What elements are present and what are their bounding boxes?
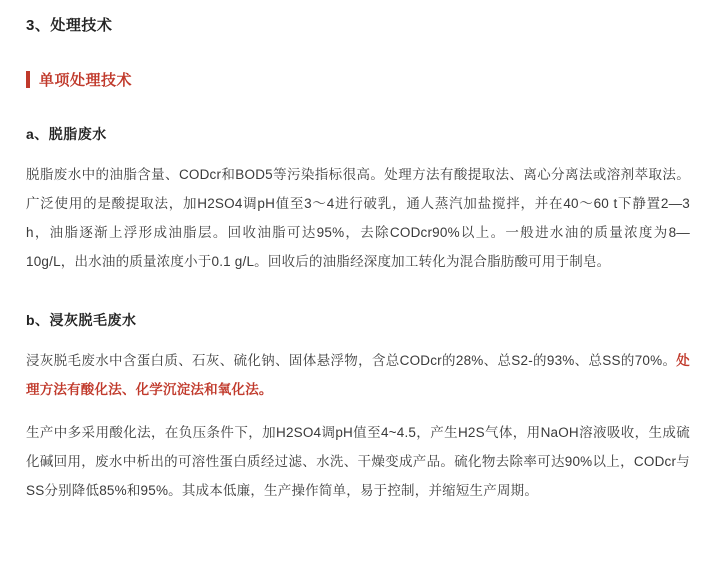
accent-bar-icon [26, 71, 30, 88]
accent-heading-label: 单项处理技术 [39, 72, 133, 89]
subsection-heading-a: a、脱脂废水 [26, 126, 107, 142]
paragraph-liming-unhairing-wastewater [26, 346, 690, 404]
paragraph-degreasing-wastewater: 脱脂废水中的油脂含量、CODcr和BOD5等污染指标很高。处理方法有酸提取法、离心分离法或溶剂萃取法。广泛使用的是酸提取法，加H2SO4调pH值至3～4进行破乳，通人蒸汽加盐搅拌，并在40～60 t下静置2—3 h，油脂逐渐上浮形成油脂层。回收油脂可达95%，去除CODcr90%以上。一般进水油的质量浓度为8—10g/L，出水油的质量浓度小于0.1 g/L。回收后的油脂经深度加工转化为混合脂肪酸可用于制皂。 [26, 167, 690, 269]
page-title: 3、处理技术 [26, 17, 113, 34]
subsection-heading-b: b、浸灰脱毛废水 [26, 312, 137, 328]
paragraph-highlight-run: 处理方法有酸化法、化学沉淀法和氧化法。 [26, 353, 690, 397]
accent-heading [26, 69, 690, 90]
paragraph-acidification-method: 生产中多采用酸化法，在负压条件下，加H2SO4调pH值至4~4.5，产生H2S气体，用NaOH溶液吸收，生成硫化碱回用，废水中析出的可溶性蛋白质经过滤、水洗、干燥变成产品。硫化物去除率可达90%以上，CODcr与SS分别降低85%和95%。其成本低廉，生产操作简单，易于控制，并缩短生产周期。 [26, 425, 690, 498]
paragraph-text-run: 浸灰脱毛废水中含蛋白质、石灰、硫化钠、固体悬浮物，含总CODcr的28%、总S2-的93%、总SS的70%。 [26, 353, 677, 368]
